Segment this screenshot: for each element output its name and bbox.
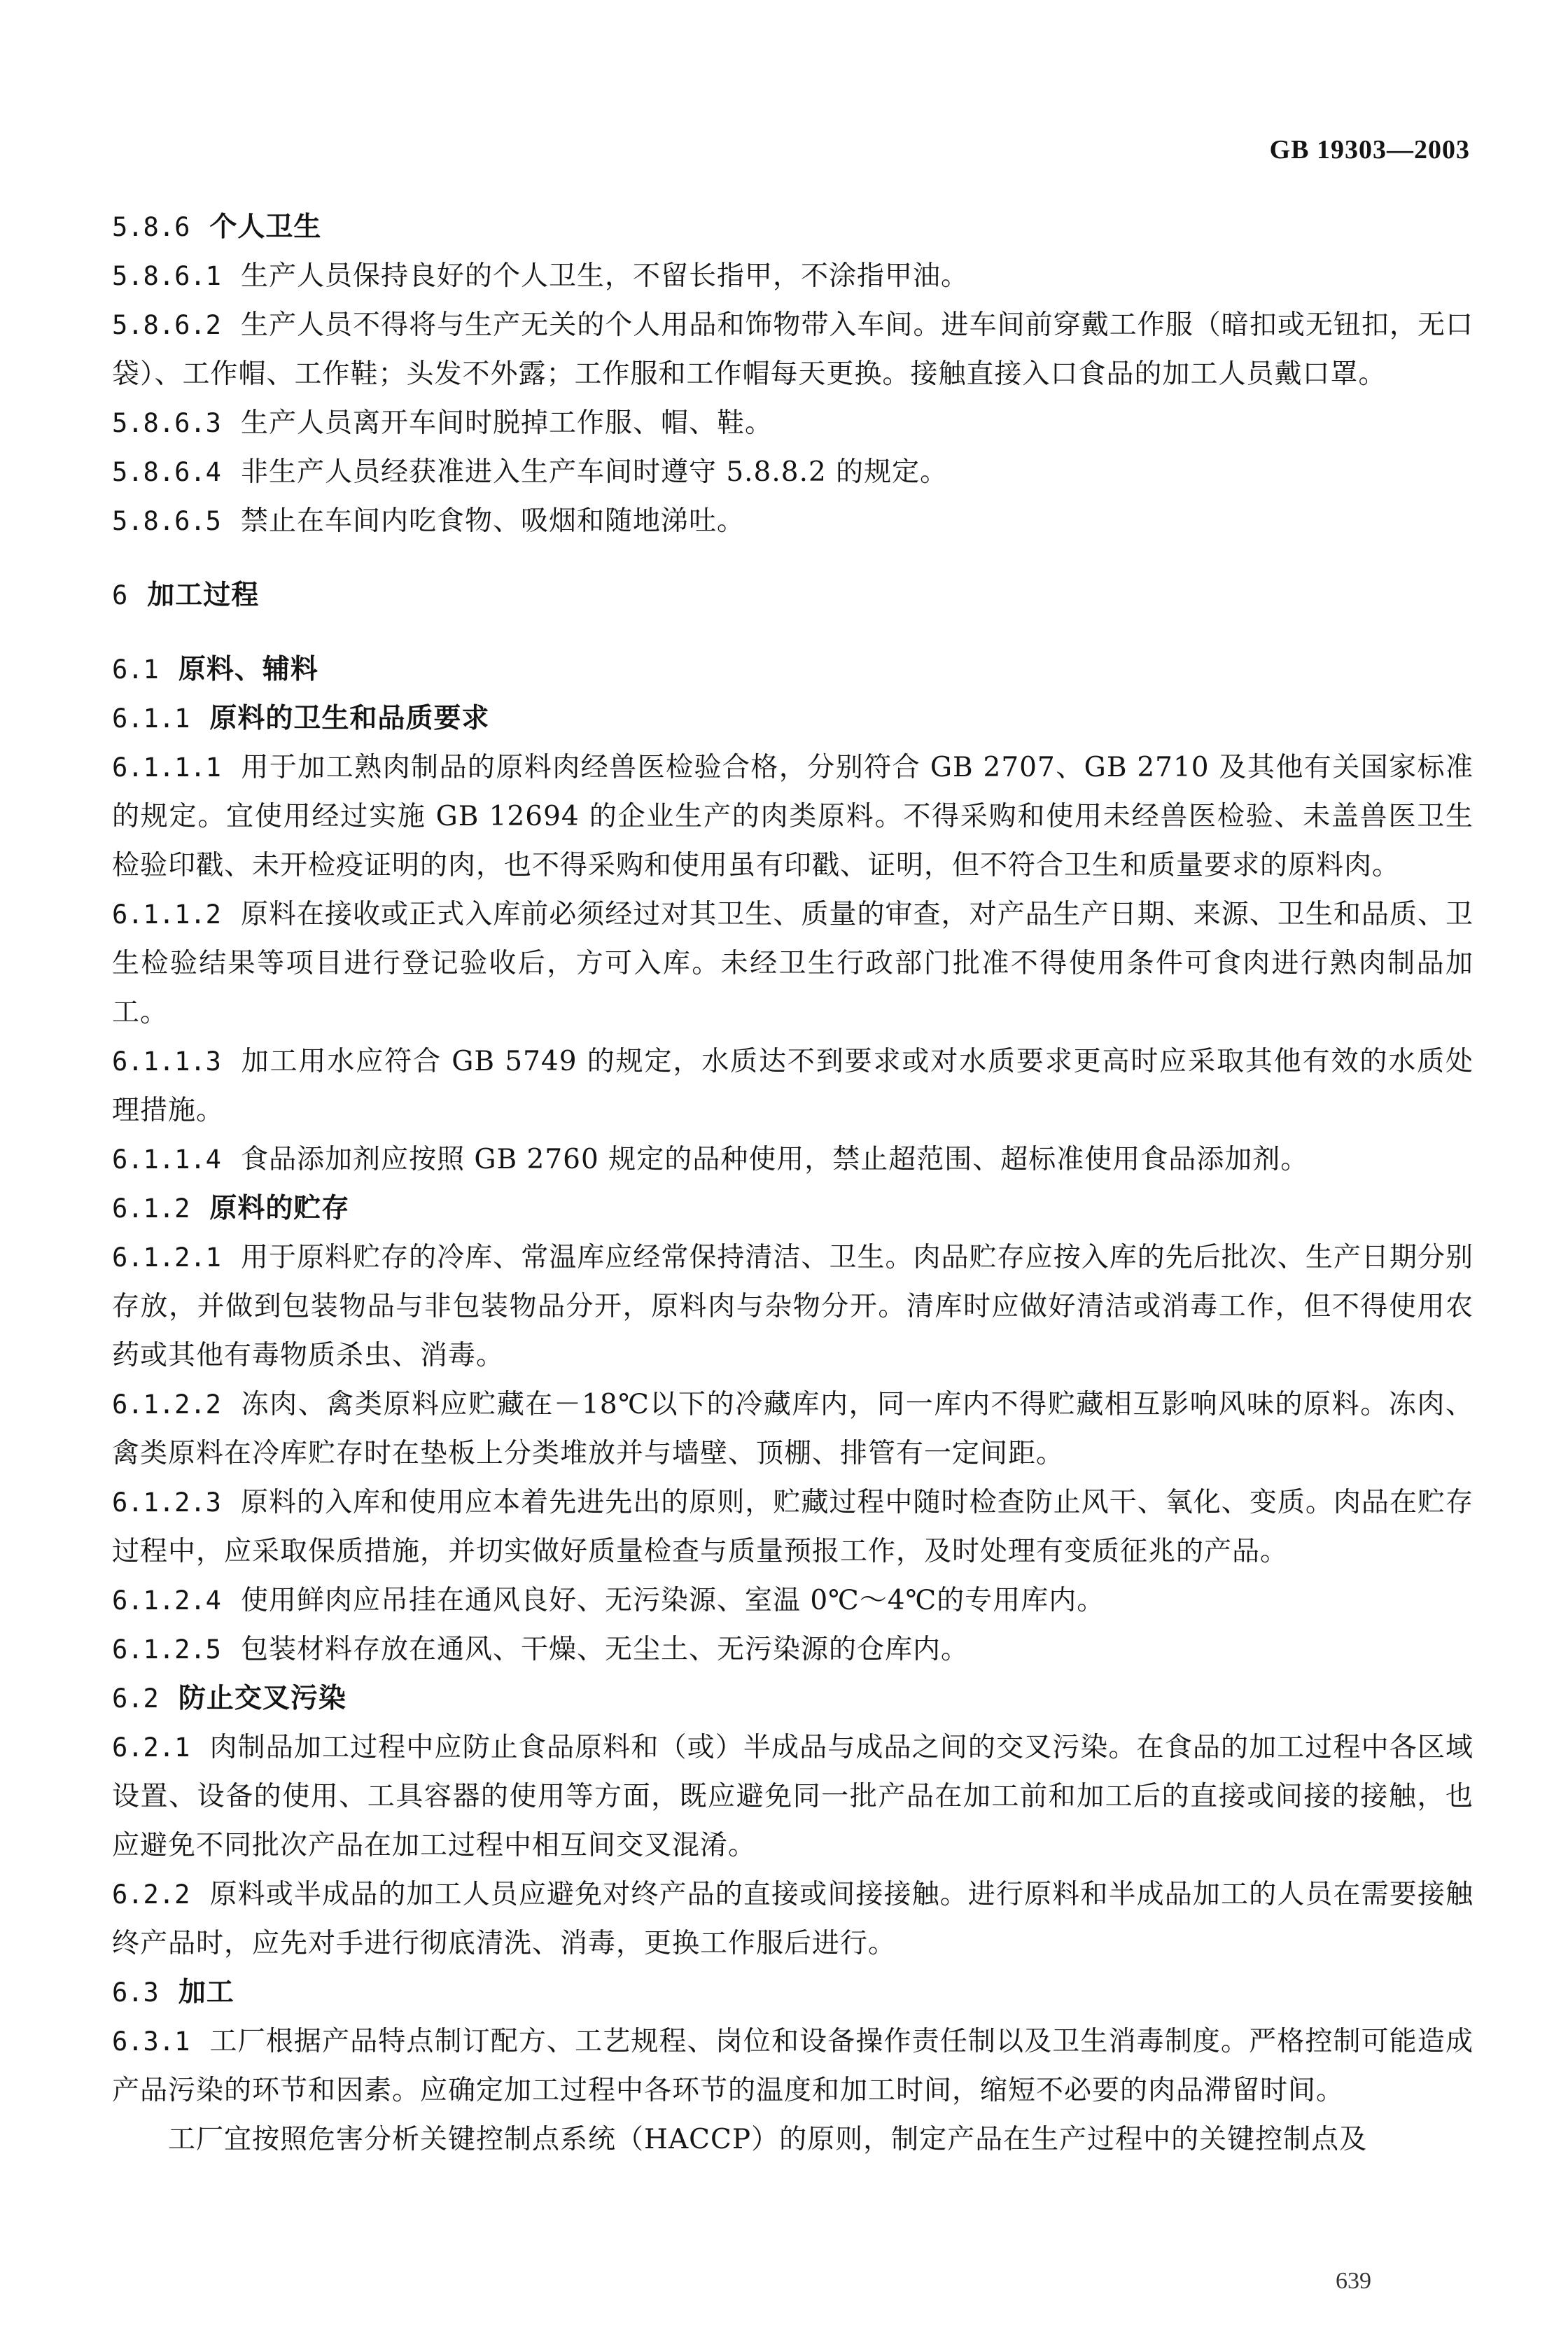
clause-text: 生产人员保持良好的个人卫生，不留长指甲，不涂指甲油。: [240, 260, 969, 292]
subsection-number: 6.1.1: [112, 704, 190, 734]
clause-number: 6.1.2.2: [112, 1390, 221, 1420]
clause-number: 5.8.6.2: [112, 310, 221, 340]
clause-text: 个人卫生: [209, 211, 322, 243]
clause-text: 包装材料存放在通风、干燥、无尘土、无污染源的仓库内。: [240, 1634, 969, 1665]
clause-paragraph: [112, 1380, 1474, 1478]
section-title: 原料、辅料: [178, 654, 318, 685]
clause-text: 食品添加剂应按照 GB 2760 规定的品种使用，禁止超范围、超标准使用食品添加剂。: [240, 1144, 1309, 1175]
clause-number: 6.1.2.3: [112, 1488, 221, 1518]
subsection-heading: [112, 694, 1474, 743]
clause-paragraph: [112, 1576, 1474, 1625]
clause-heading: [112, 203, 1474, 252]
clause-number: 5.8.6.4: [112, 457, 221, 487]
clause-number: 6.1.1.4: [112, 1144, 221, 1175]
chapter-heading: [112, 571, 1474, 620]
clause-paragraph: [112, 1135, 1474, 1184]
continuation-paragraph: 工厂宜按照危害分析关键控制点系统（HACCP）的原则，制定产品在生产过程中的关键控制点及: [168, 2124, 1368, 2155]
clause-paragraph: [112, 743, 1474, 890]
section-number: 6.2: [112, 1684, 159, 1714]
document-body: [112, 203, 1474, 2164]
subsection-number: 6.1.2: [112, 1194, 190, 1224]
clause-number: 6.2.1: [112, 1732, 190, 1763]
clause-paragraph: [112, 301, 1474, 399]
section-title: 加工: [178, 1977, 234, 2008]
section-number: 6.1: [112, 654, 159, 685]
clause-paragraph: [112, 2017, 1474, 2115]
clause-paragraph: [112, 890, 1474, 1037]
section-heading: [112, 1674, 1474, 1723]
clause-text: 用于原料贮存的冷库、常温库应经常保持清洁、卫生。肉品贮存应按入库的先后批次、生产日期分别存放，并做到包装物品与非包装物品分开，原料肉与杂物分开。清库时应做好清洁或消毒工作，但不得使用农药或其他有毒物质杀虫、消毒。: [112, 1242, 1474, 1371]
clause-number: 6.1.1.2: [112, 899, 221, 930]
clause-number: 6.2.2: [112, 1879, 190, 1910]
clause-number: 6.1.1.1: [112, 752, 221, 783]
clause-text: 工厂根据产品特点制订配方、工艺规程、岗位和设备操作责任制以及卫生消毒制度。严格控制可能造成产品污染的环节和因素。应确定加工过程中各环节的温度和加工时间，缩短不必要的肉品滞留时间。: [112, 2026, 1474, 2106]
clause-text: 使用鲜肉应吊挂在通风良好、无污染源、室温 0℃～4℃的专用库内。: [240, 1585, 1105, 1616]
clause-paragraph: [112, 399, 1474, 448]
chapter-title: 加工过程: [147, 580, 260, 611]
subsection-title: 原料的贮存: [209, 1193, 350, 1224]
subsection-heading: [112, 1184, 1474, 1233]
clause-paragraph: [112, 252, 1474, 301]
clause-text: 禁止在车间内吃食物、吸烟和随地涕吐。: [240, 505, 745, 537]
page-number: 639: [1336, 2268, 1371, 2294]
clause-number: 5.8.6: [112, 212, 190, 242]
clause-number: 5.8.6.3: [112, 408, 221, 438]
clause-number: 6.1.2.4: [112, 1586, 221, 1616]
clause-number: 6.1.2.5: [112, 1634, 221, 1665]
clause-number: 6.1.2.1: [112, 1242, 221, 1273]
standard-code: GB 19303—2003: [1269, 135, 1470, 164]
clause-text: 非生产人员经获准进入生产车间时遵守 5.8.8.2 的规定。: [240, 456, 948, 488]
clause-paragraph: [112, 1723, 1474, 1870]
clause-text: 原料或半成品的加工人员应避免对终产品的直接或间接接触。进行原料和半成品加工的人员在需要接触终产品时，应先对手进行彻底清洗、消毒，更换工作服后进行。: [112, 1879, 1474, 1959]
clause-text: 加工用水应符合 GB 5749 的规定，水质达不到要求或对水质要求更高时应采取其他有效的水质处理措施。: [112, 1046, 1474, 1126]
clause-text: 冻肉、禽类原料应贮藏在－18℃以下的冷藏库内，同一库内不得贮藏相互影响风味的原料。冻肉、禽类原料在冷库贮存时在垫板上分类堆放并与墙壁、顶棚、排管有一定间距。: [112, 1389, 1474, 1469]
clause-paragraph: [112, 1233, 1474, 1380]
clause-number: 5.8.6.1: [112, 261, 221, 291]
clause-paragraph: [112, 497, 1474, 546]
clause-number: 6.1.1.3: [112, 1046, 221, 1077]
section-heading: [112, 1968, 1474, 2017]
clause-text: 肉制品加工过程中应防止食品原料和（或）半成品与成品之间的交叉污染。在食品的加工过程中各区域设置、设备的使用、工具容器的使用等方面，既应避免同一批产品在加工前和加工后的直接或间接的接触，也应避免不同批次产品在加工过程中相互间交叉混淆。: [112, 1732, 1474, 1861]
clause-text: 生产人员离开车间时脱掉工作服、帽、鞋。: [240, 407, 773, 439]
clause-text: 原料的入库和使用应本着先进先出的原则，贮藏过程中随时检查防止风干、氧化、变质。肉品在贮存过程中，应采取保质措施，并切实做好质量检查与质量预报工作，及时处理有变质征兆的产品。: [112, 1487, 1474, 1567]
section-number: 6.3: [112, 1977, 159, 2008]
subsection-title: 原料的卫生和品质要求: [209, 703, 490, 734]
section-title: 防止交叉污染: [178, 1683, 346, 1714]
clause-text: 用于加工熟肉制品的原料肉经兽医检验合格，分别符合 GB 2707、GB 2710 及其他有关国家标准的规定。宜使用经过实施 GB 12694 的企业生产的肉类原料。不得采购和使用未经兽医检验、未盖兽医卫生检验印戳、未开检疫证明的肉，也不得采购和使用虽有印戳、证明，但不符合卫生和质量要求的原料肉。: [112, 752, 1474, 881]
chapter-number: 6: [112, 580, 128, 610]
clause-number: 6.3.1: [112, 2026, 190, 2057]
clause-paragraph: [112, 1037, 1474, 1135]
clause-paragraph: [112, 1625, 1474, 1674]
clause-paragraph: [112, 1478, 1474, 1576]
clause-text: 原料在接收或正式入库前必须经过对其卫生、质量的审查，对产品生产日期、来源、卫生和品质、卫生检验结果等项目进行登记验收后，方可入库。未经卫生行政部门批准不得使用条件可食肉进行熟肉制品加工。: [112, 899, 1474, 1028]
clause-paragraph: [112, 448, 1474, 497]
clause-text: 生产人员不得将与生产无关的个人用品和饰物带入车间。进车间前穿戴工作服（暗扣或无钮扣，无口袋）、工作帽、工作鞋；头发不外露；工作服和工作帽每天更换。接触直接入口食品的加工人员戴口罩。: [112, 309, 1474, 390]
clause-paragraph: [112, 1870, 1474, 1968]
clause-number: 5.8.6.5: [112, 506, 221, 536]
section-heading: [112, 645, 1474, 694]
